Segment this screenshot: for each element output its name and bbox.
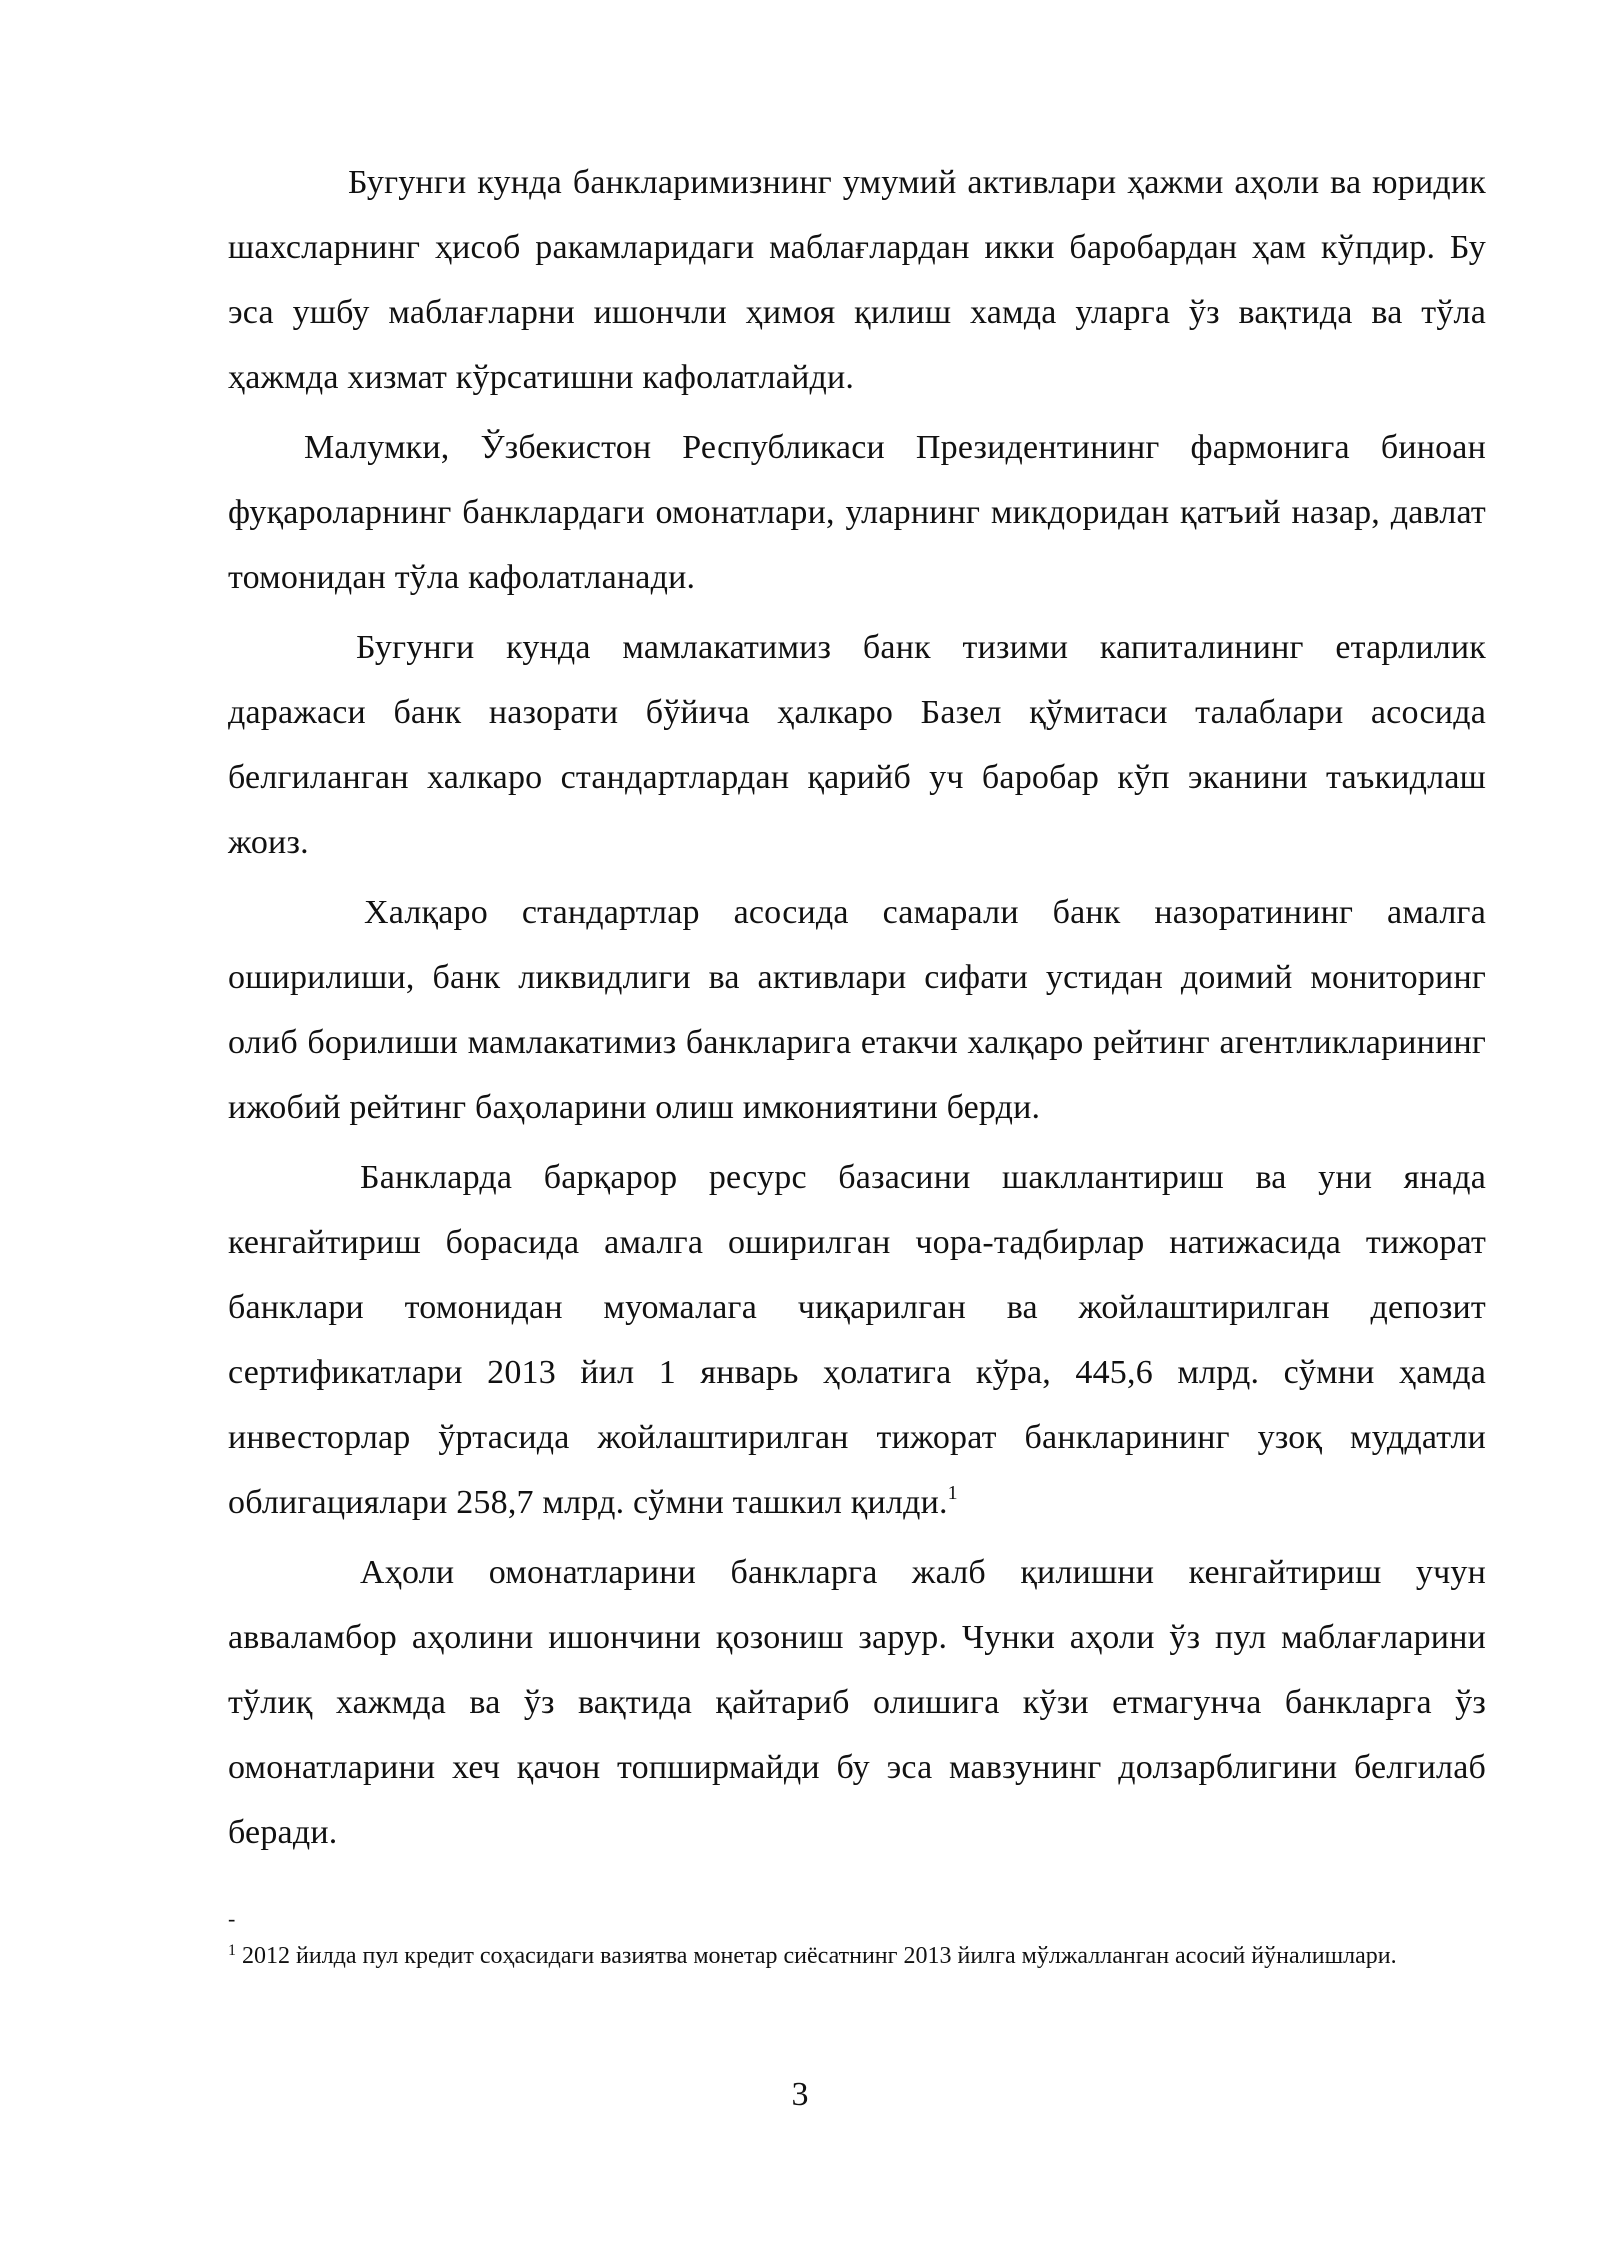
body-text	[228, 150, 1486, 1870]
paragraph-6: Аҳоли омонатларини банкларга жалб қилишни кенгайтириш учун авваламбор аҳолини ишончини қозониш зарур. Чунки аҳоли ўз пул маблағларини тўлиқ хажмда ва ўз вақтида қайтариб олишига кўзи етмагунча банкларга ўз омонатларини хеч қачон топширмайди бу эса мавзунинг долзарблигини белгилаб беради.	[228, 1554, 1486, 1851]
paragraph-5-text: Банкларда барқарор ресурс базасини шакллантириш ва уни янада кенгайтириш борасида амалга оширилган чора-тадбирлар натижасида тижорат банклари томонидан муомалага чиқарилган ва жойлаштирилган депозит сертификатлари 2013 йил 1 январь ҳолатига кўра, 445,6 млрд. сўмни ҳамда инвесторлар ўртасида жойлаштирилган тижорат банкларининг узоқ муддатли облигациялари 258,7 млрд. сўмни ташкил қилди.	[228, 1159, 1486, 1521]
footnote	[228, 1938, 1428, 1974]
paragraph-1: Бугунги кунда банкларимизнинг умумий активлари ҳажми аҳоли ва юридик шахсларнинг ҳисоб ракамларидаги маблағлардан икки баробардан ҳам кўпдир. Бу эса ушбу маблағларни ишончли ҳимоя қилиш хамда уларга ўз вақтида ва тўла ҳажмда хизмат кўрсатишни кафолатлайди.	[228, 164, 1486, 396]
paragraph-2: Малумки, Ўзбекистон Республикаси Президентининг фармонига биноан фуқароларнинг банклардаги омонатлари, уларнинг микдоридан қатъий назар, давлат томонидан тўла кафолатланади.	[228, 429, 1486, 596]
paragraph-5	[228, 1145, 1486, 1535]
footnote-separator: -	[228, 1906, 236, 1931]
page-number: 3	[791, 2076, 809, 2113]
footnote-text: 2012 йилда пул кредит соҳасидаги вазиятва монетар сиёсатнинг 2013 йилга мўлжалланган асосий йўналишлари.	[242, 1943, 1397, 1969]
paragraph-4: Халқаро стандартлар асосида самарали банк назоратининг амалга оширилиши, банк ликвидлиги ва активлари сифати устидан доимий мониторинг олиб борилиши мамлакатимиз банкларига етакчи халқаро рейтинг агентликларининг ижобий рейтинг баҳоларини олиш имкониятини берди.	[228, 894, 1486, 1126]
footnote-reference[interactable]: 1	[947, 1482, 958, 1504]
footnote-marker: 1	[228, 1942, 236, 1959]
paragraph-3: Бугунги кунда мамлакатимиз банк тизими капиталининг етарлилик даражаси банк назорати бўйича ҳалкаро Базел қўмитаси талаблари асосида белгиланган халкаро стандартлардан қарийб уч баробар кўп эканини таъкидлаш жоиз.	[228, 629, 1486, 861]
